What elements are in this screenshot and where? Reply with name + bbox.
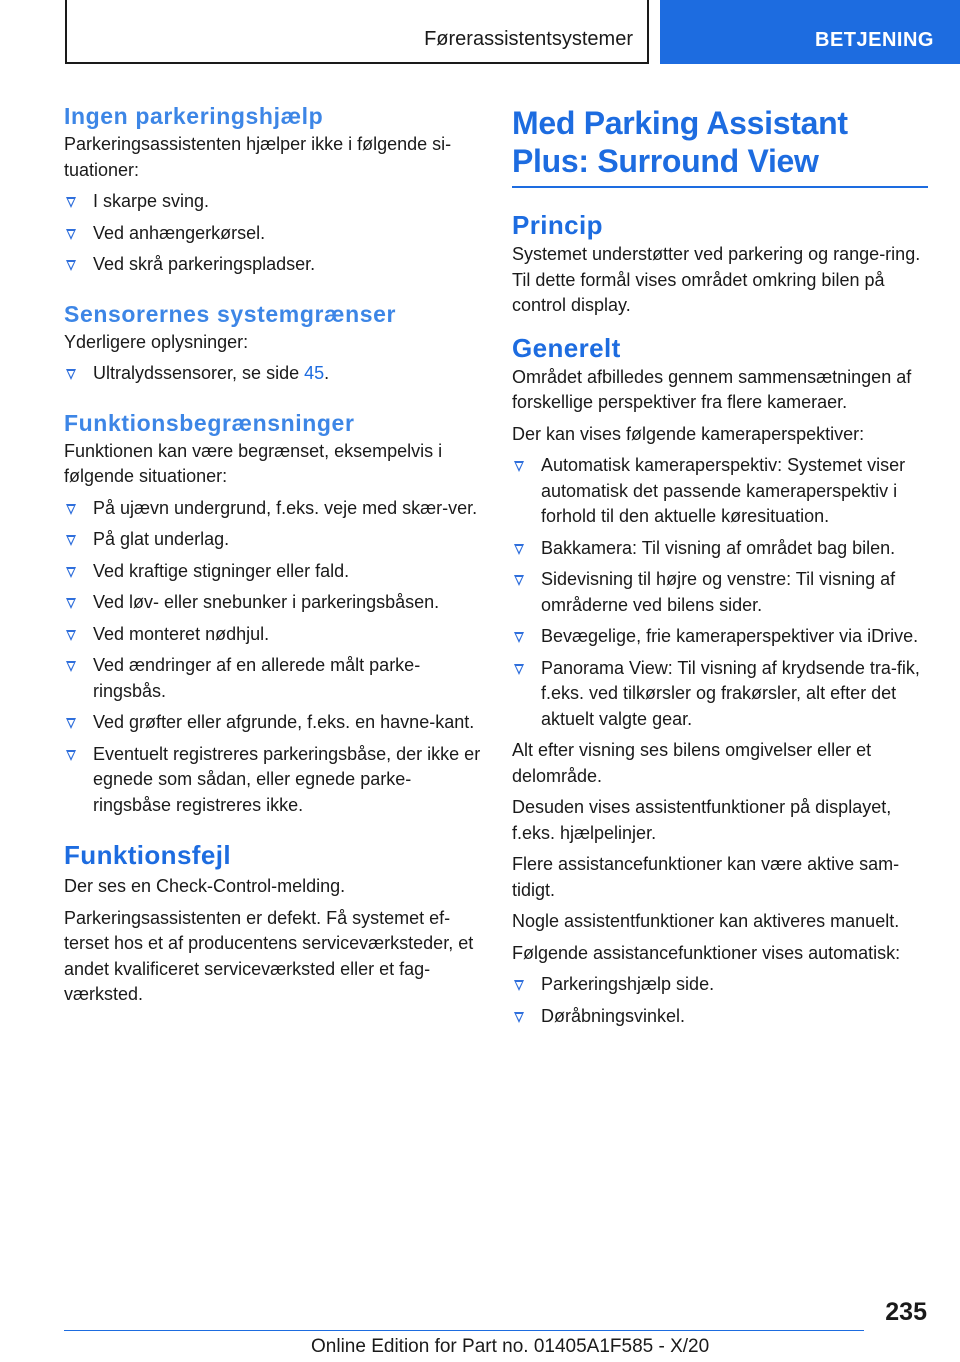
bullet-list — [512, 453, 930, 732]
paragraph: Området afbilledes gennem sammensætningen af forskellige perspektiver fra flere kameraer. — [512, 366, 912, 412]
list-item: Automatisk kameraperspektiv: Systemet viser automatisk det passende kameraperspektiv i forhold til den aktuelle køresituation. — [512, 453, 930, 530]
paragraph: Der ses en Check-Control-melding. — [64, 876, 346, 896]
list-item: Ved anhængerkørsel. — [64, 221, 482, 247]
paragraph: Yderligere oplysninger: — [64, 331, 249, 352]
heading-princip: Princip — [512, 210, 603, 240]
list-item: Parkeringshjælp side. — [512, 972, 930, 998]
list-item: Eventuelt registreres parkeringsbåse, der ikke er egnede som sådan, eller egnede parke‐ringsbåse registreres ikke. — [64, 742, 482, 819]
heading-surround-view: Med Parking Assistant Plus: Surround View — [512, 105, 848, 179]
paragraph: Systemet understøtter ved parkering og range‐ring. Til dette formål vises området omkring bilen på control display. — [512, 244, 921, 315]
list-item: Døråbningsvinkel. — [512, 1004, 930, 1030]
heading-sensorernes-systemgraenser: Sensorernes systemgrænser — [64, 300, 397, 327]
triangle-bullet-icon — [514, 575, 524, 586]
paragraph: Funktionen kan være begrænset, eksempelvis i følgende situationer: — [64, 440, 443, 486]
triangle-bullet-icon — [66, 197, 76, 208]
footer-edition: Online Edition for Part no. 01405A1F585 - X/20 — [311, 1336, 710, 1357]
paragraph: Der kan vises følgende kameraperspektiver: — [512, 423, 865, 444]
triangle-bullet-icon — [514, 664, 524, 675]
heading-funktionsfejl: Funktionsfejl — [64, 840, 231, 870]
paragraph: Parkeringsassistenten er defekt. Få systemet ef‐terset hos et af producentens serviceværksteder, et andet kvalificeret serviceværksted eller et fag‐værksted. — [64, 907, 474, 1004]
triangle-bullet-icon — [66, 504, 76, 515]
list-item: På ujævn undergrund, f.eks. veje med skær‐ver. — [64, 496, 482, 522]
triangle-bullet-icon — [66, 598, 76, 609]
paragraph: Nogle assistentfunktioner kan aktiveres manuelt. — [512, 911, 900, 931]
header-chapter-tab — [660, 0, 960, 64]
list-item: Ultralydssensorer, se side 45. — [64, 361, 482, 387]
footer-divider — [64, 1330, 864, 1331]
list-item: Ved løv- eller snebunker i parkeringsbåsen. — [64, 590, 482, 616]
triangle-bullet-icon — [66, 750, 76, 761]
page-link[interactable]: 45 — [304, 363, 325, 383]
left-column — [64, 100, 482, 1008]
right-column — [512, 104, 930, 1029]
heading-divider — [512, 186, 928, 188]
paragraph: Parkeringsassistenten hjælper ikke i følgende si‐tuationer: — [64, 134, 452, 180]
triangle-bullet-icon — [66, 661, 76, 672]
list-item: Bevægelige, frie kameraperspektiver via iDrive. — [512, 624, 930, 650]
page-number: 235 — [885, 1298, 927, 1326]
header-chapter-label: BETJENING — [815, 29, 934, 51]
heading-funktionsbegraensninger: Funktionsbegrænsninger — [64, 409, 355, 436]
list-item: Bakkamera: Til visning af området bag bilen. — [512, 536, 930, 562]
list-item: På glat underlag. — [64, 527, 482, 553]
list-item: Ved grøfter eller afgrunde, f.eks. en havne‐kant. — [64, 710, 482, 736]
paragraph: Desuden vises assistentfunktioner på displayet, f.eks. hjælpelinjer. — [512, 797, 892, 843]
header-section-box — [65, 0, 649, 64]
list-item: I skarpe sving. — [64, 189, 482, 215]
heading-ingen-parkeringshjaelp: Ingen parkeringshjælp — [64, 103, 324, 129]
triangle-bullet-icon — [66, 718, 76, 729]
list-item: Ved kraftige stigninger eller fald. — [64, 559, 482, 585]
bullet-list — [64, 361, 482, 387]
triangle-bullet-icon — [514, 632, 524, 643]
list-item: Ved monteret nødhjul. — [64, 622, 482, 648]
list-item: Sidevisning til højre og venstre: Til visning af områderne ved bilens sider. — [512, 567, 930, 618]
triangle-bullet-icon — [514, 980, 524, 991]
triangle-bullet-icon — [514, 1012, 524, 1023]
heading-generelt: Generelt — [512, 332, 621, 363]
triangle-bullet-icon — [66, 567, 76, 578]
triangle-bullet-icon — [66, 260, 76, 271]
triangle-bullet-icon — [514, 544, 524, 555]
paragraph: Følgende assistancefunktioner vises automatisk: — [512, 942, 901, 963]
triangle-bullet-icon — [514, 461, 524, 472]
bullet-list — [64, 496, 482, 819]
bullet-list — [64, 189, 482, 278]
paragraph: Alt efter visning ses bilens omgivelser eller et delområde. — [512, 740, 872, 786]
triangle-bullet-icon — [66, 229, 76, 240]
triangle-bullet-icon — [66, 369, 76, 380]
paragraph: Flere assistancefunktioner kan være aktive sam‐tidigt. — [512, 854, 900, 900]
list-item: Panorama View: Til visning af krydsende tra‐fik, f.eks. ved tilkørsler og frakørsler, alt efter det aktuelt valgte gear. — [512, 656, 930, 733]
triangle-bullet-icon — [66, 535, 76, 546]
header-section-title: Førerassistentsystemer — [424, 28, 633, 50]
bullet-list — [512, 972, 930, 1029]
list-item: Ved ændringer af en allerede målt parke‐ringsbås. — [64, 653, 482, 704]
list-item: Ved skrå parkeringspladser. — [64, 252, 482, 278]
triangle-bullet-icon — [66, 630, 76, 641]
